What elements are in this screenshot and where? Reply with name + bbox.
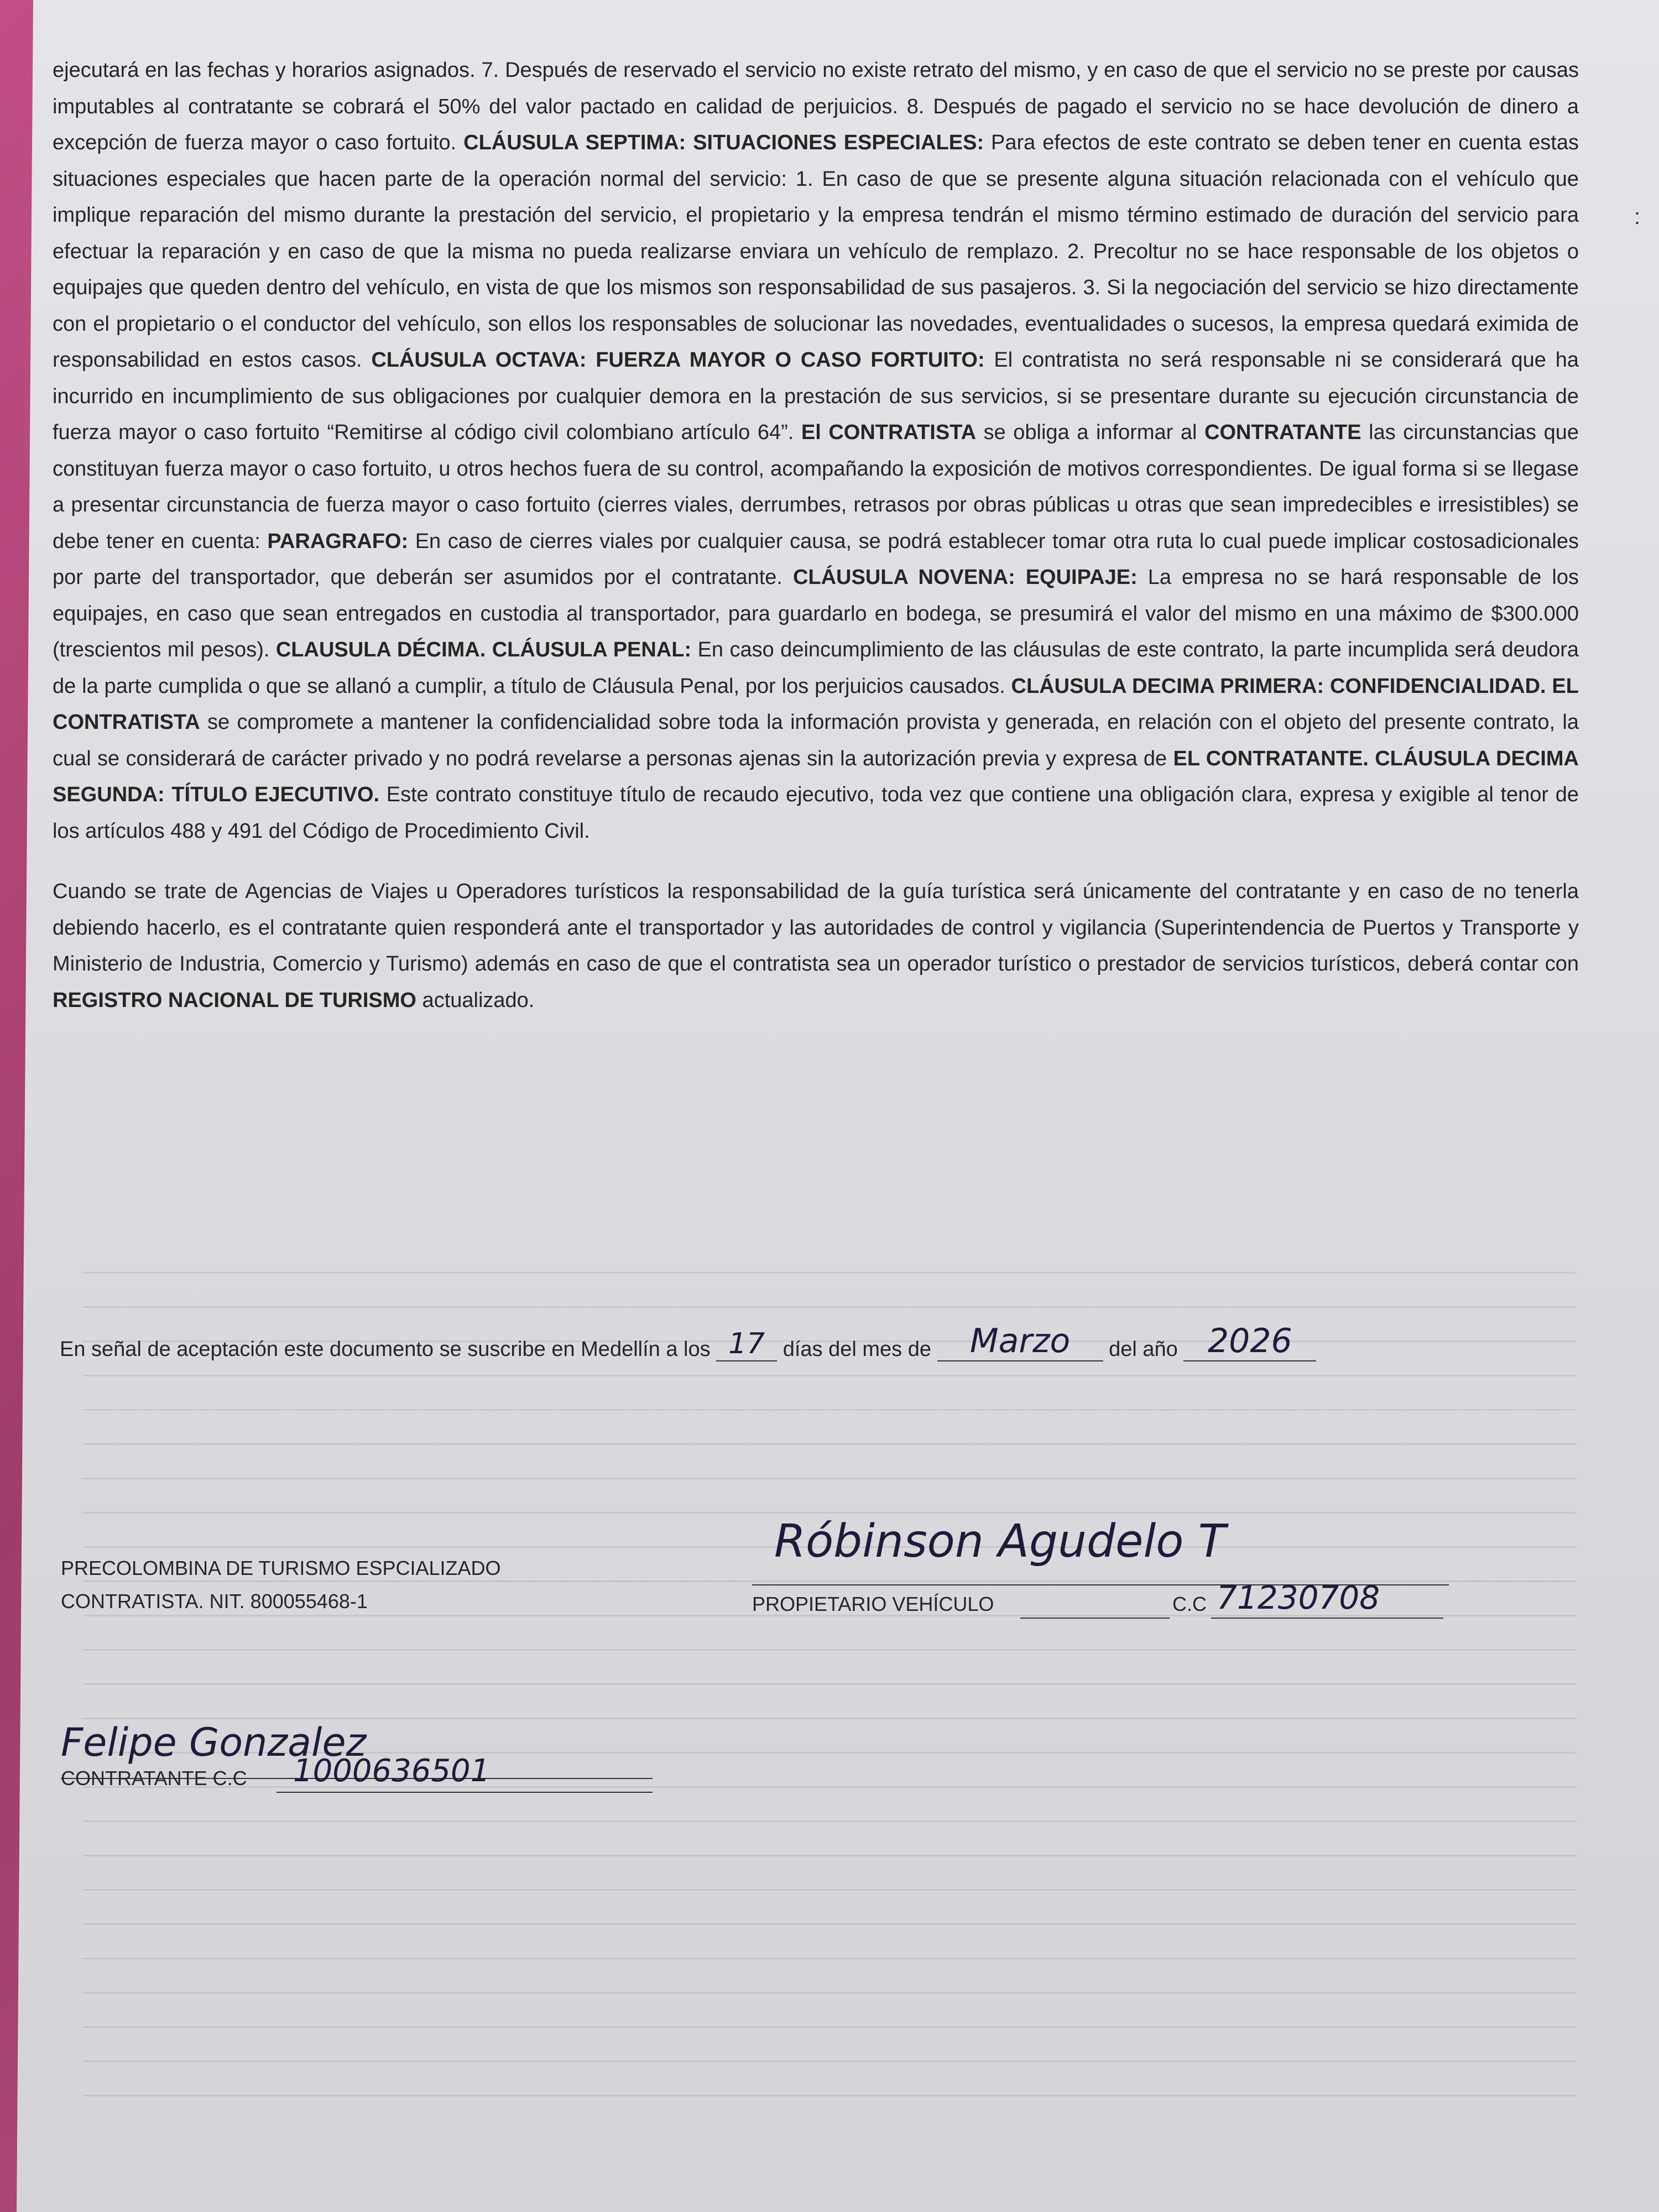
contratista-term: El CONTRATISTA [801, 421, 977, 444]
contratante-cc-line [276, 1792, 653, 1793]
clause-text: se obliga a informar al [976, 421, 1205, 444]
clause-text: Este contrato constituye título de recaudo ejecutivo, toda vez que contiene una obligación clara, expresa y exigible al tenor de los artículos 488 y 491 del Código de Procedimiento Civil. [53, 783, 1579, 843]
clause-ninth-heading: CLÁUSULA NOVENA: EQUIPAJE: [792, 566, 1138, 589]
propietario-cc-line [1211, 1618, 1443, 1619]
margin-mark: : [1634, 205, 1641, 229]
propietario-cc-label: C.C [1172, 1593, 1207, 1615]
clause-text: Para efectos de este contrato se deben tener en cuenta estas situaciones especiales que hacen parte de la operación normal del servicio: 1. En caso de que se presente alguna situación relacionada con el vehículo que implique reparación del mismo durante la prestación del servicio, el propietario y la empresa tendrán el mismo término estimado de duración del servicio para efectuar la reparación y en caso de que la misma no pueda realizarse enviara un vehículo de remplazo. 2. Precoltur no se hace responsable de los objetos o equipajes que queden dentro del vehículo, en vista de que los mismos son responsabilidad de sus pasajeros. 3. Si la negociación del servicio se hizo directamente con el propietario o el conductor del vehículo, son ellos los responsables de solucionar las novedades, eventualidades o sucesos, la empresa quedará eximida de responsabilidad en estos casos. [53, 131, 1579, 372]
clause-text: La empresa no se hará responsable de los equipajes, en caso que sean entregados en custodia al transportador, para guardarlo en bodega, se presumirá el valor del mismo en una máximo de $300.000 (trescientos mil pesos). [53, 566, 1579, 661]
bleed-through-text [83, 1272, 1576, 2101]
contratista-nit: CONTRATISTA. NIT. 800055468-1 [61, 1590, 368, 1613]
clause-text: El contratista no será responsable ni se considerará que ha incurrido en incumplimiento de sus obligaciones por cualquier demora en la prestación de sus servicios, si se presentare durante su ejecución circunstancia de fuerza mayor o caso fortuito “Remitirse al código civil colombiano artículo 64”. [53, 348, 1579, 444]
contratante-cc-handwritten: 1000636501 [293, 1753, 491, 1789]
propietario-label: PROPIETARIO VEHÍCULO [752, 1593, 994, 1615]
clause-text: se compromete a mantener la confidencialidad sobre toda la información provista y generada, en relación con el objeto del presente contrato, la cual se considerará de carácter privado y no podrá revelarse a personas ajenas sin la autorización previa y expresa de [53, 711, 1579, 770]
month-handwritten: Marzo [969, 1322, 1071, 1360]
day-handwritten: 17 [728, 1327, 765, 1360]
clause-text: En caso deincumplimiento de las cláusulas de este contrato, la parte incumplida será deudora de la parte cumplida o que se allanó a cumplir, a título de Cláusula Penal, por los perjuicios causados. [53, 638, 1579, 698]
paragraph-text: Cuando se trate de Agencias de Viajes u Operadores turísticos la responsabilidad de la guía turística será únicamente del contratante y en caso de no tenerla debiendo hacerlo, es el contratante quien responderá ante el transportador y las autoridades de control y vigilancia (Superintendencia de Puertos y Transporte y Ministerio de Industria, Comercio y Turismo) además en caso de que el contratista sea un operador turístico o prestador de servicios turísticos, deberá contar con [53, 880, 1579, 975]
year-handwritten: 2026 [1208, 1322, 1292, 1360]
paragraph-text: actualizado. [416, 988, 535, 1012]
contratante-signature: Felipe Gonzalez [61, 1720, 367, 1765]
acceptance-text: del año [1109, 1338, 1178, 1361]
clause-eleventh-heading: CLÁUSULA DECIMA PRIMERA: CONFIDENCIALIDAD. EL CONTRATISTA [53, 674, 1579, 734]
clause-twelfth-heading: EL CONTRATANTE. CLÁUSULA DECIMA SEGUNDA: TÍTULO EJECUTIVO. [53, 747, 1579, 806]
propietario-blank-line [1020, 1618, 1170, 1619]
day-field [716, 1327, 777, 1361]
contratista-company: PRECOLOMBINA DE TURISMO ESPCIALIZADO [61, 1557, 501, 1579]
clauses-paragraph [53, 53, 1579, 849]
year-field [1183, 1322, 1316, 1361]
registro-nacional-term: REGISTRO NACIONAL DE TURISMO [53, 988, 416, 1012]
propietario-signature: Róbinson Agudelo T [774, 1515, 1226, 1568]
clause-eighth-heading: CLÁUSULA OCTAVA: FUERZA MAYOR O CASO FORTUITO: [371, 348, 985, 372]
clause-text: En caso de cierres viales por cualquier causa, se podrá establecer tomar otra ruta lo cual puede implicar costosadicionales por parte del transportador, que deberán ser asumidos por el contratante. [53, 529, 1579, 589]
acceptance-line [60, 1322, 1553, 1361]
clause-seventh-heading: CLÁUSULA SEPTIMA: SITUACIONES ESPECIALES: [463, 131, 984, 154]
acceptance-text: días del mes de [782, 1338, 931, 1361]
clause-text: las circunstancias que constituyan fuerza mayor o caso fortuito, u otros hechos fuera de su control, acompañando la exposición de motivos correspondientes. De igual forma si se llegase a presentar circunstancia de fuerza mayor o caso fortuito (cierres viales, derrumbes, retrasos por obras públicas u otras que sean impredecibles e irresistibles) se debe tener en cuenta: [53, 421, 1579, 553]
contract-body [53, 53, 1579, 1019]
clause-tenth-heading: CLAUSULA DÉCIMA. CLÁUSULA PENAL: [275, 638, 692, 661]
contratante-term: CONTRATANTE [1204, 421, 1361, 444]
travel-agencies-paragraph [53, 874, 1579, 1019]
propietario-cc-handwritten: 71230708 [1217, 1579, 1380, 1616]
month-field [937, 1322, 1103, 1361]
contratante-label: CONTRATANTE C.C [61, 1767, 247, 1790]
paragrafo-heading: PARAGRAFO: [267, 529, 409, 553]
acceptance-text: En señal de aceptación este documento se suscribe en Medellín a los [60, 1338, 711, 1361]
clause-text: ejecutará en las fechas y horarios asignados. 7. Después de reservado el servicio no existe retrato del mismo, y en caso de que el servicio no se preste por causas imputables al contratante se cobrará el 50% del valor pactado en calidad de perjuicios. 8. Después de pagado el servicio no se hace devolución de dinero a excepción de fuerza mayor o caso fortuito. [53, 59, 1579, 154]
